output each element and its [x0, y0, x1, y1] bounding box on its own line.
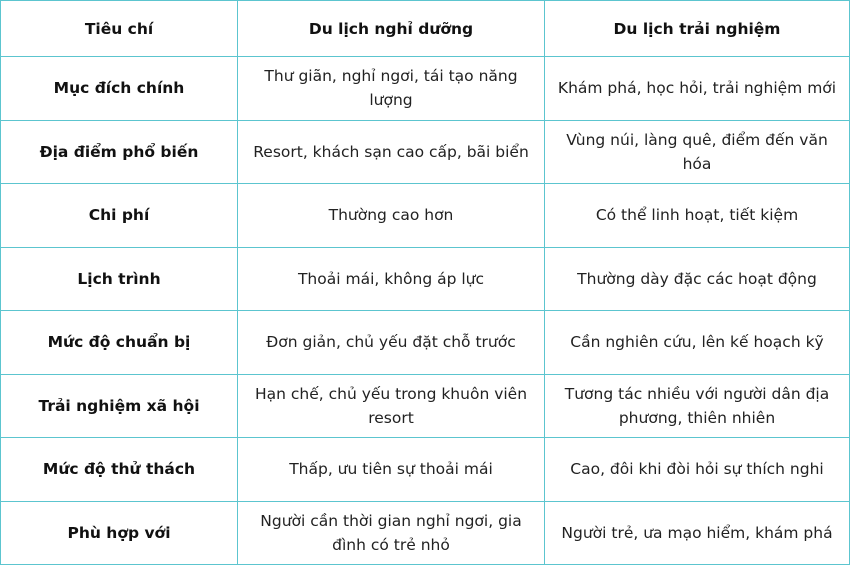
criterion-cell: Lịch trình: [1, 247, 238, 311]
table-row: [1, 311, 850, 375]
resort-cell: Hạn chế, chủ yếu trong khuôn viên resort: [238, 374, 545, 438]
criterion-cell: Chi phí: [1, 184, 238, 248]
criterion-cell: Địa điểm phổ biến: [1, 120, 238, 184]
criterion-cell: Mức độ chuẩn bị: [1, 311, 238, 375]
resort-cell: Thường cao hơn: [238, 184, 545, 248]
table-row: [1, 247, 850, 311]
experience-cell: Khám phá, học hỏi, trải nghiệm mới: [545, 57, 850, 121]
header-criterion: Tiêu chí: [1, 1, 238, 57]
table-row: [1, 120, 850, 184]
experience-cell: Thường dày đặc các hoạt động: [545, 247, 850, 311]
criterion-cell: Mục đích chính: [1, 57, 238, 121]
resort-cell: Thư giãn, nghỉ ngơi, tái tạo năng lượng: [238, 57, 545, 121]
header-experience-travel: Du lịch trải nghiệm: [545, 1, 850, 57]
table-row: [1, 374, 850, 438]
experience-cell: Vùng núi, làng quê, điểm đến văn hóa: [545, 120, 850, 184]
criterion-cell: Mức độ thử thách: [1, 438, 238, 502]
resort-cell: Thoải mái, không áp lực: [238, 247, 545, 311]
criterion-cell: Trải nghiệm xã hội: [1, 374, 238, 438]
table-row: [1, 438, 850, 502]
experience-cell: Cần nghiên cứu, lên kế hoạch kỹ: [545, 311, 850, 375]
resort-cell: Resort, khách sạn cao cấp, bãi biển: [238, 120, 545, 184]
resort-cell: Người cần thời gian nghỉ ngơi, gia đình có trẻ nhỏ: [238, 501, 545, 565]
header-row: [1, 1, 850, 57]
experience-cell: Cao, đôi khi đòi hỏi sự thích nghi: [545, 438, 850, 502]
experience-cell: Người trẻ, ưa mạo hiểm, khám phá: [545, 501, 850, 565]
table-row: [1, 184, 850, 248]
table-row: [1, 501, 850, 565]
header-resort-travel: Du lịch nghỉ dưỡng: [238, 1, 545, 57]
experience-cell: Tương tác nhiều với người dân địa phương, thiên nhiên: [545, 374, 850, 438]
table-row: [1, 57, 850, 121]
resort-cell: Thấp, ưu tiên sự thoải mái: [238, 438, 545, 502]
experience-cell: Có thể linh hoạt, tiết kiệm: [545, 184, 850, 248]
resort-cell: Đơn giản, chủ yếu đặt chỗ trước: [238, 311, 545, 375]
criterion-cell: Phù hợp với: [1, 501, 238, 565]
